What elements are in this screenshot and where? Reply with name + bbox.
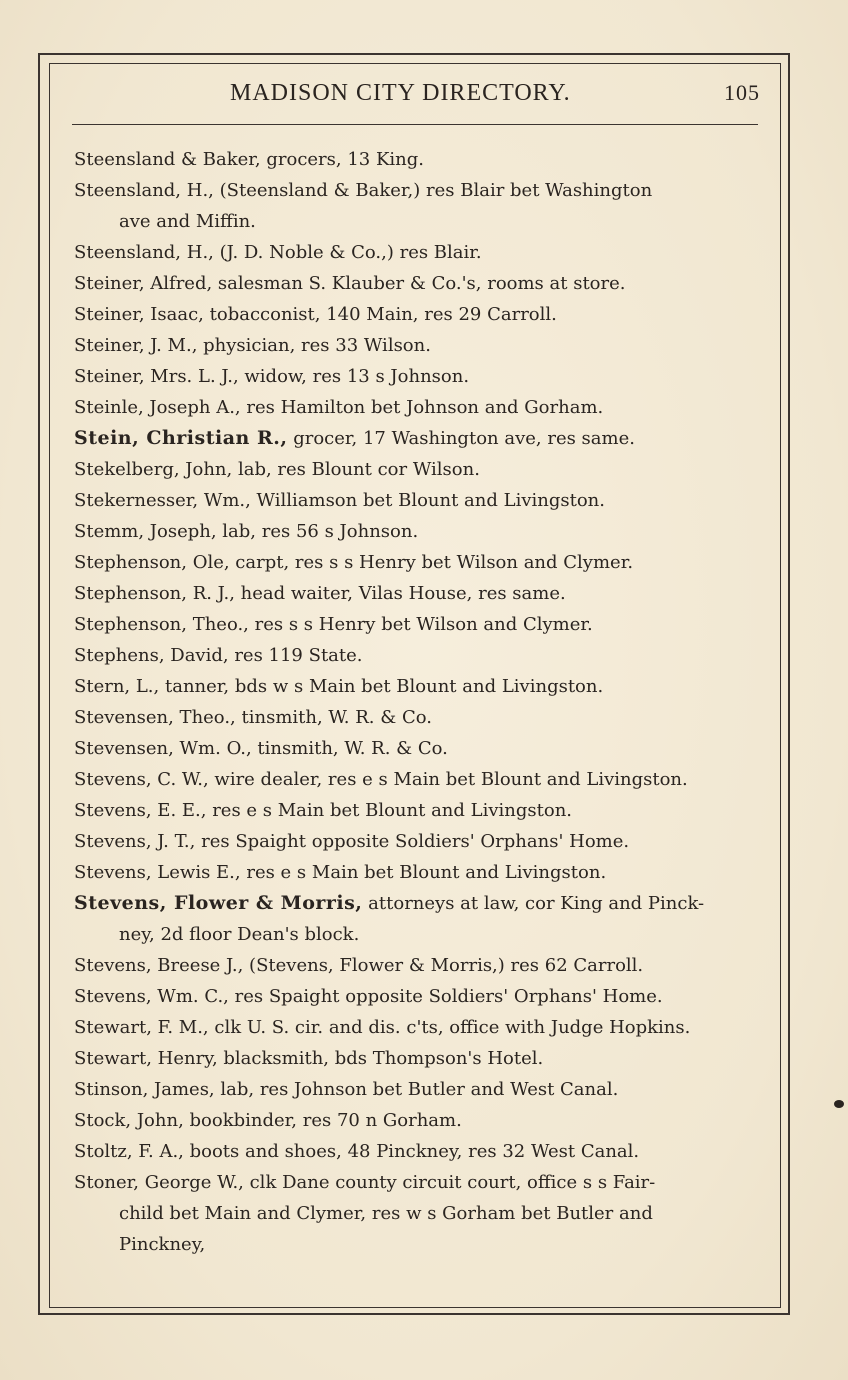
page-title: MADISON CITY DIRECTORY.	[230, 80, 571, 106]
entry-text: Stewart, F. M., clk U. S. cir. and dis. c'ts, office with Judge Hopkins.	[74, 1017, 691, 1038]
directory-entry	[74, 578, 764, 609]
entry-text: attorneys at law, cor King and Pinck-	[362, 893, 705, 914]
entry-continuation: ney, 2d floor Dean's block.	[119, 924, 360, 945]
directory-entry	[74, 516, 764, 547]
directory-entry	[74, 392, 764, 423]
entry-text: Steensland, H., (J. D. Noble & Co.,) res Blair.	[74, 242, 482, 263]
directory-entry	[74, 361, 764, 392]
entry-text: grocer, 17 Washington ave, res same.	[287, 428, 635, 449]
entry-text: Stekernesser, Wm., Williamson bet Blount and Livingston.	[74, 490, 605, 511]
directory-entry	[74, 1012, 764, 1043]
entry-text: Stevens, Breese J., (Stevens, Flower & Morris,) res 62 Carroll.	[74, 955, 644, 976]
directory-entry	[74, 733, 764, 764]
entry-text: Stevens, Lewis E., res e s Main bet Blount and Livingston.	[74, 862, 607, 883]
directory-entry	[74, 1105, 764, 1136]
entry-text: Stinson, James, lab, res Johnson bet Butler and West Canal.	[74, 1079, 619, 1100]
directory-entry	[74, 950, 764, 981]
entry-text: Stevensen, Theo., tinsmith, W. R. & Co.	[74, 707, 432, 728]
entry-text: Stevens, Wm. C., res Spaight opposite Soldiers' Orphans' Home.	[74, 986, 663, 1007]
directory-entry	[74, 268, 764, 299]
directory-entry	[74, 981, 764, 1012]
entry-text: Stemm, Joseph, lab, res 56 s Johnson.	[74, 521, 419, 542]
directory-entry	[74, 144, 764, 175]
directory-entry	[74, 175, 764, 237]
directory-entry	[74, 671, 764, 702]
entry-text: Stevens, C. W., wire dealer, res e s Main bet Blount and Livingston.	[74, 769, 688, 790]
directory-entry	[74, 485, 764, 516]
entry-text: Stock, John, bookbinder, res 70 n Gorham.	[74, 1110, 462, 1131]
directory-entry	[74, 702, 764, 733]
entry-business-name: Stevens, Flower & Morris,	[74, 892, 363, 914]
entry-text: Steiner, Alfred, salesman S. Klauber & Co.'s, rooms at store.	[74, 273, 626, 294]
directory-entry	[74, 454, 764, 485]
running-header	[70, 80, 760, 116]
directory-entry	[74, 1136, 764, 1167]
entry-continuation: ave and Miffin.	[119, 211, 256, 232]
entry-text: Stoner, George W., clk Dane county circuit court, office s s Fair-	[74, 1172, 656, 1193]
entry-text: Stewart, Henry, blacksmith, bds Thompson's Hotel.	[74, 1048, 544, 1069]
entry-text: Stevens, J. T., res Spaight opposite Soldiers' Orphans' Home.	[74, 831, 630, 852]
entry-text: Stoltz, F. A., boots and shoes, 48 Pinckney, res 32 West Canal.	[74, 1141, 640, 1162]
entry-text: Stephenson, R. J., head waiter, Vilas House, res same.	[74, 583, 566, 604]
ink-blot	[834, 1100, 844, 1108]
directory-entry	[74, 640, 764, 671]
directory-entry	[74, 1043, 764, 1074]
directory-entry	[74, 795, 764, 826]
entry-text: Steensland, H., (Steensland & Baker,) res Blair bet Washington	[74, 180, 653, 201]
directory-entry	[74, 1167, 764, 1260]
entry-text: Steiner, Isaac, tobacconist, 140 Main, res 29 Carroll.	[74, 304, 557, 325]
page-number: 105	[724, 80, 760, 105]
entry-business-name: Stein, Christian R.,	[74, 427, 288, 449]
entry-text: Stevensen, Wm. O., tinsmith, W. R. & Co.	[74, 738, 448, 759]
directory-entry	[74, 764, 764, 795]
entry-text: Stekelberg, John, lab, res Blount cor Wilson.	[74, 459, 480, 480]
directory-entry	[74, 299, 764, 330]
header-rule	[72, 124, 758, 125]
directory-entry	[74, 857, 764, 888]
directory-entry	[74, 237, 764, 268]
directory-entry	[74, 547, 764, 578]
entry-text: Steiner, Mrs. L. J., widow, res 13 s Johnson.	[74, 366, 470, 387]
entry-text: Stern, L., tanner, bds w s Main bet Blount and Livingston.	[74, 676, 604, 697]
directory-entry	[74, 330, 764, 361]
directory-entry	[74, 609, 764, 640]
entry-text: Steiner, J. M., physician, res 33 Wilson.	[74, 335, 431, 356]
directory-entries	[74, 144, 764, 1260]
entry-text: Steensland & Baker, grocers, 13 King.	[74, 149, 425, 170]
entry-text: Steinle, Joseph A., res Hamilton bet Johnson and Gorham.	[74, 397, 604, 418]
entry-continuation: Pinckney,	[119, 1234, 206, 1255]
directory-entry	[74, 888, 764, 950]
entry-text: Stephenson, Theo., res s s Henry bet Wilson and Clymer.	[74, 614, 593, 635]
entry-text: Stephens, David, res 119 State.	[74, 645, 363, 666]
entry-text: Stephenson, Ole, carpt, res s s Henry bet Wilson and Clymer.	[74, 552, 634, 573]
directory-entry	[74, 1074, 764, 1105]
entry-continuation: child bet Main and Clymer, res w s Gorham bet Butler and	[119, 1203, 653, 1224]
directory-entry	[74, 826, 764, 857]
directory-entry	[74, 423, 764, 454]
entry-text: Stevens, E. E., res e s Main bet Blount and Livingston.	[74, 800, 573, 821]
